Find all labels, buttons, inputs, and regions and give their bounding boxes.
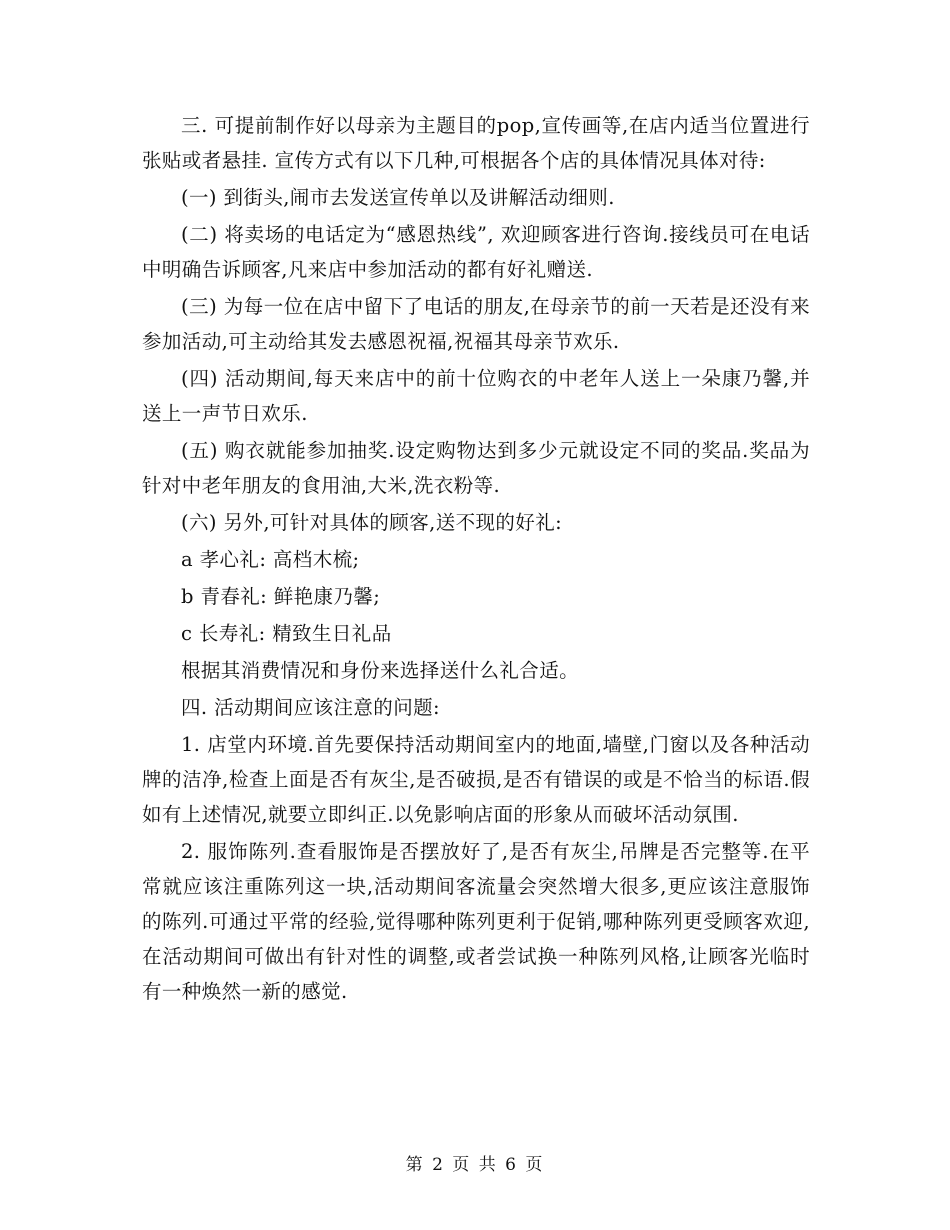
item-one-paragraph: (一) 到街头,闹市去发送宣传单以及讲解活动细则. [181,186,615,209]
item-six-paragraph: (六) 另外,可针对具体的顾客,送不现的好礼: [181,511,563,534]
page-number-footer: 第 2 页 共 6 页 [405,1155,545,1175]
gift-c-line: c 长寿礼: 精致生日礼品 [181,622,392,645]
point-two-paragraph: 2. 服饰陈列.查看服饰是否摆放好了,是否有灰尘,吊牌是否完整等.在平常就应该注重陈列这一块,活动期间客流量会突然增大很多,更应该注意服饰的陈列.可通过平常的经验,觉得哪种陈列更利于促销,哪种陈列更受顾客欢迎,在活动期间可做出有针对性的调整,或者尝试换一种陈列风格,让顾客光临时有一种焕然一新的感觉. [142,840,810,1003]
gift-b-line: b 青春礼: 鲜艳康乃馨; [181,585,381,608]
item-five-paragraph: (五) 购衣就能参加抽奖.设定购物达到多少元就设定不同的奖品.奖品为针对中老年朋友的食用油,大米,洗衣粉等. [142,439,810,497]
item-two-paragraph: (二) 将卖场的电话定为“感恩热线”, 欢迎顾客进行咨询.接线员可在电话中明确告诉顾客,凡来店中参加活动的都有好礼赠送. [142,223,810,281]
gift-choice-note: 根据其消费情况和身份来选择送什么礼合适。 [181,659,580,682]
section-four-heading: 四. 活动期间应该注意的问题: [181,696,440,719]
gift-a-line: a 孝心礼: 高档木梳; [181,548,360,571]
item-four-paragraph: (四) 活动期间,每天来店中的前十位购衣的中老年人送上一朵康乃馨,并送上一声节日欢乐. [142,367,810,425]
point-one-paragraph: 1. 店堂内环境.首先要保持活动期间室内的地面,墙壁,门窗以及各种活动牌的洁净,检查上面是否有灰尘,是否破损,是否有错误的或是不恰当的标语.假如有上述情况,就要立即纠正.以免影响店面的形象从而破坏活动氛围. [142,733,810,826]
document-body [142,108,810,1011]
section-three-paragraph: 三. 可提前制作好以母亲为主题目的pop,宣传画等,在店内适当位置进行张贴或者悬挂. 宣传方式有以下几种,可根据各个店的具体情况具体对待: [142,114,810,172]
item-three-paragraph: (三) 为每一位在店中留下了电话的朋友,在母亲节的前一天若是还没有来参加活动,可主动给其发去感恩祝福,祝福其母亲节欢乐. [142,295,810,353]
